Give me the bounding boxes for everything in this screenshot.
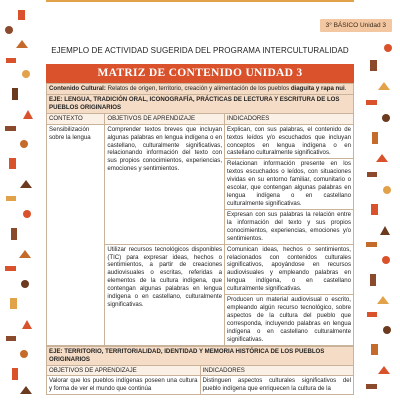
- cultural-content-end: .: [344, 85, 347, 92]
- header-objetivos-2: OBJETIVOS DE APRENDIZAJE: [47, 365, 201, 376]
- pictogram-sun-icon: [382, 114, 390, 122]
- matrix-title-banner: MATRIZ DE CONTENIDO UNIDAD 3: [46, 64, 354, 83]
- pictogram-fish-icon: [367, 172, 377, 177]
- pictogram-figure-icon: [11, 228, 17, 240]
- pictogram-mountain-icon: [23, 110, 33, 119]
- pictogram-fish-icon: [6, 58, 16, 63]
- pictogram-fish-icon: [6, 336, 16, 341]
- pictogram-sun-icon: [23, 210, 31, 218]
- indicator-cell: Expresan con sus palabras la relación entre la información del texto y sus propios conocimientos, experiencias, emociones y/o sentimientos.: [225, 209, 354, 244]
- pictogram-fish-icon: [366, 384, 377, 389]
- pictogram-figure-icon: [9, 158, 16, 169]
- document-content: [46, 46, 354, 395]
- pictogram-figure-icon: [372, 132, 378, 144]
- pictogram-mountain-icon: [377, 296, 389, 304]
- pictogram-sun-icon: [21, 280, 29, 288]
- pictogram-sun-icon: [383, 326, 391, 334]
- indicator-cell: Comunican ideas, hechos o sentimientos, relacionados con contenidos culturales significativos, apoyándose en recursos audiovisuales y empleando palabras en lengua indígena, o en castellano culturalmente significativas.: [225, 244, 354, 295]
- pictogram-fish-icon: [366, 100, 377, 105]
- pictogram-sun-icon: [20, 140, 28, 148]
- pictogram-figure-icon: [12, 368, 18, 380]
- left-decorative-border: [0, 0, 42, 400]
- header-contexto: CONTEXTO: [47, 113, 105, 124]
- pictogram-mountain-icon: [20, 386, 32, 394]
- document-title: EJEMPLO DE ACTIVIDAD SUGERIDA DEL PROGRAMA INTERCULTURALIDAD: [51, 46, 349, 55]
- axis-1-title: EJE: LENGUA, TRADICIÓN ORAL, ICONOGRAFÍA, PRÁCTICAS DE LECTURA Y ESCRITURA DE LOS PUEBLOS ORIGINARIOS: [47, 94, 354, 113]
- indicator-cell: Explican, con sus palabras, el contenido de textos leídos y/o escuchados que incluyan conceptos en lengua indígena o en castellano culturalmente significativos.: [225, 124, 354, 159]
- objective-2-cell: Utilizar recursos tecnológicos disponibles (TIC) para expresar ideas, hechos o sentimientos, a partir de creaciones audiovisuales o escritas, referidas a elementos de la cultura indígena, que contengan algunas palabras en lengua indígena o en castellano, culturalmente significativas.: [105, 244, 225, 345]
- axis-2-indicator-cell: Distinguen aspectos culturales significativos del pueblo indígena que enriquecen la cultura de la: [200, 376, 354, 395]
- cultural-content-peoples: diaguita y rapa nui: [290, 85, 345, 92]
- table-row: [47, 124, 354, 159]
- pictogram-figure-icon: [18, 10, 25, 20]
- axis-1-header-row: [47, 113, 354, 124]
- pictogram-fish-icon: [5, 266, 16, 271]
- axis-1-row: [47, 94, 354, 113]
- pictogram-sun-icon: [382, 256, 390, 264]
- pictogram-mountain-icon: [22, 320, 32, 329]
- axis-2-header-row: [47, 365, 354, 376]
- header-objetivos: OBJETIVOS DE APRENDIZAJE: [105, 113, 225, 124]
- pictogram-figure-icon: [12, 88, 18, 100]
- pictogram-mountain-icon: [20, 180, 32, 188]
- pictogram-fish-icon: [5, 126, 16, 131]
- pictogram-mountain-icon: [376, 154, 388, 162]
- header-indicadores: INDICADORES: [225, 113, 354, 124]
- content-matrix-table: [46, 83, 354, 346]
- grade-unit-badge: 3° BÁSICO Unidad 3: [320, 19, 392, 32]
- axis-2-title: EJE: TERRITORIO, TERRITORIALIDAD, IDENTIDAD Y MEMORIA HISTÓRICA DE LOS PUEBLOS ORIGINARIOS: [47, 346, 354, 365]
- cultural-content-row: [47, 84, 354, 95]
- pictogram-fish-icon: [367, 312, 377, 317]
- cultural-content-text: Relatos de origen, territorio, creación y alimentación de los pueblos: [105, 85, 291, 92]
- pictogram-pattern-right: [358, 0, 400, 400]
- pictogram-figure-icon: [371, 344, 378, 355]
- pictogram-figure-icon: [370, 274, 376, 286]
- pictogram-sun-icon: [384, 44, 392, 52]
- pictogram-figure-icon: [371, 204, 378, 215]
- contexto-cell: Sensibilización sobre la lengua: [47, 124, 105, 345]
- pictogram-sun-icon: [5, 26, 13, 34]
- indicator-cell: Relacionan información presente en los textos escuchados o leídos, con situaciones vividas en su entorno familiar, comunitario o escolar, que contengan algunas palabras en lengua indígena o en castellano culturalmente significativas.: [225, 159, 354, 210]
- pictogram-sun-icon: [383, 186, 391, 194]
- pictogram-fish-icon: [366, 242, 377, 247]
- axis-2-row: [47, 346, 354, 365]
- pictogram-figure-icon: [370, 60, 377, 71]
- pictogram-mountain-icon: [16, 40, 28, 48]
- cultural-content-cell: [47, 84, 354, 95]
- pictogram-sun-icon: [20, 350, 28, 358]
- pictogram-mountain-icon: [19, 250, 31, 258]
- header-indicadores-2: INDICADORES: [200, 365, 354, 376]
- pictogram-mountain-icon: [380, 226, 390, 235]
- pictogram-pattern-left: [0, 0, 42, 400]
- indicator-cell: Producen un material audiovisual o escrito, empleando algún recurso tecnológico, sobre aspectos de la cultura del pueblo que corresponda, incluyendo palabras en lengua indígena o en castellano culturalmente significativas.: [225, 295, 354, 346]
- axis-2-objective-cell: Valorar que los pueblos indígenas poseen una cultura y forma de ver el mundo que continúa: [47, 376, 201, 395]
- pictogram-mountain-icon: [378, 366, 390, 374]
- table-row: [47, 376, 354, 395]
- axis-2-table: [46, 346, 354, 396]
- pictogram-mountain-icon: [378, 82, 390, 90]
- pictogram-sun-icon: [22, 70, 30, 78]
- cultural-content-label: Contenido Cultural:: [49, 85, 106, 92]
- right-decorative-border: [358, 0, 400, 400]
- pictogram-fish-icon: [6, 196, 16, 201]
- top-accent-line: [46, 0, 354, 2]
- pictogram-figure-icon: [10, 298, 17, 309]
- objective-1-cell: Comprender textos breves que incluyan algunas palabras en lengua indígena o en castellano, culturalmente significativas, relacionando información del texto con sus propios conocimientos, experiencias, emociones y sentimientos.: [105, 124, 225, 244]
